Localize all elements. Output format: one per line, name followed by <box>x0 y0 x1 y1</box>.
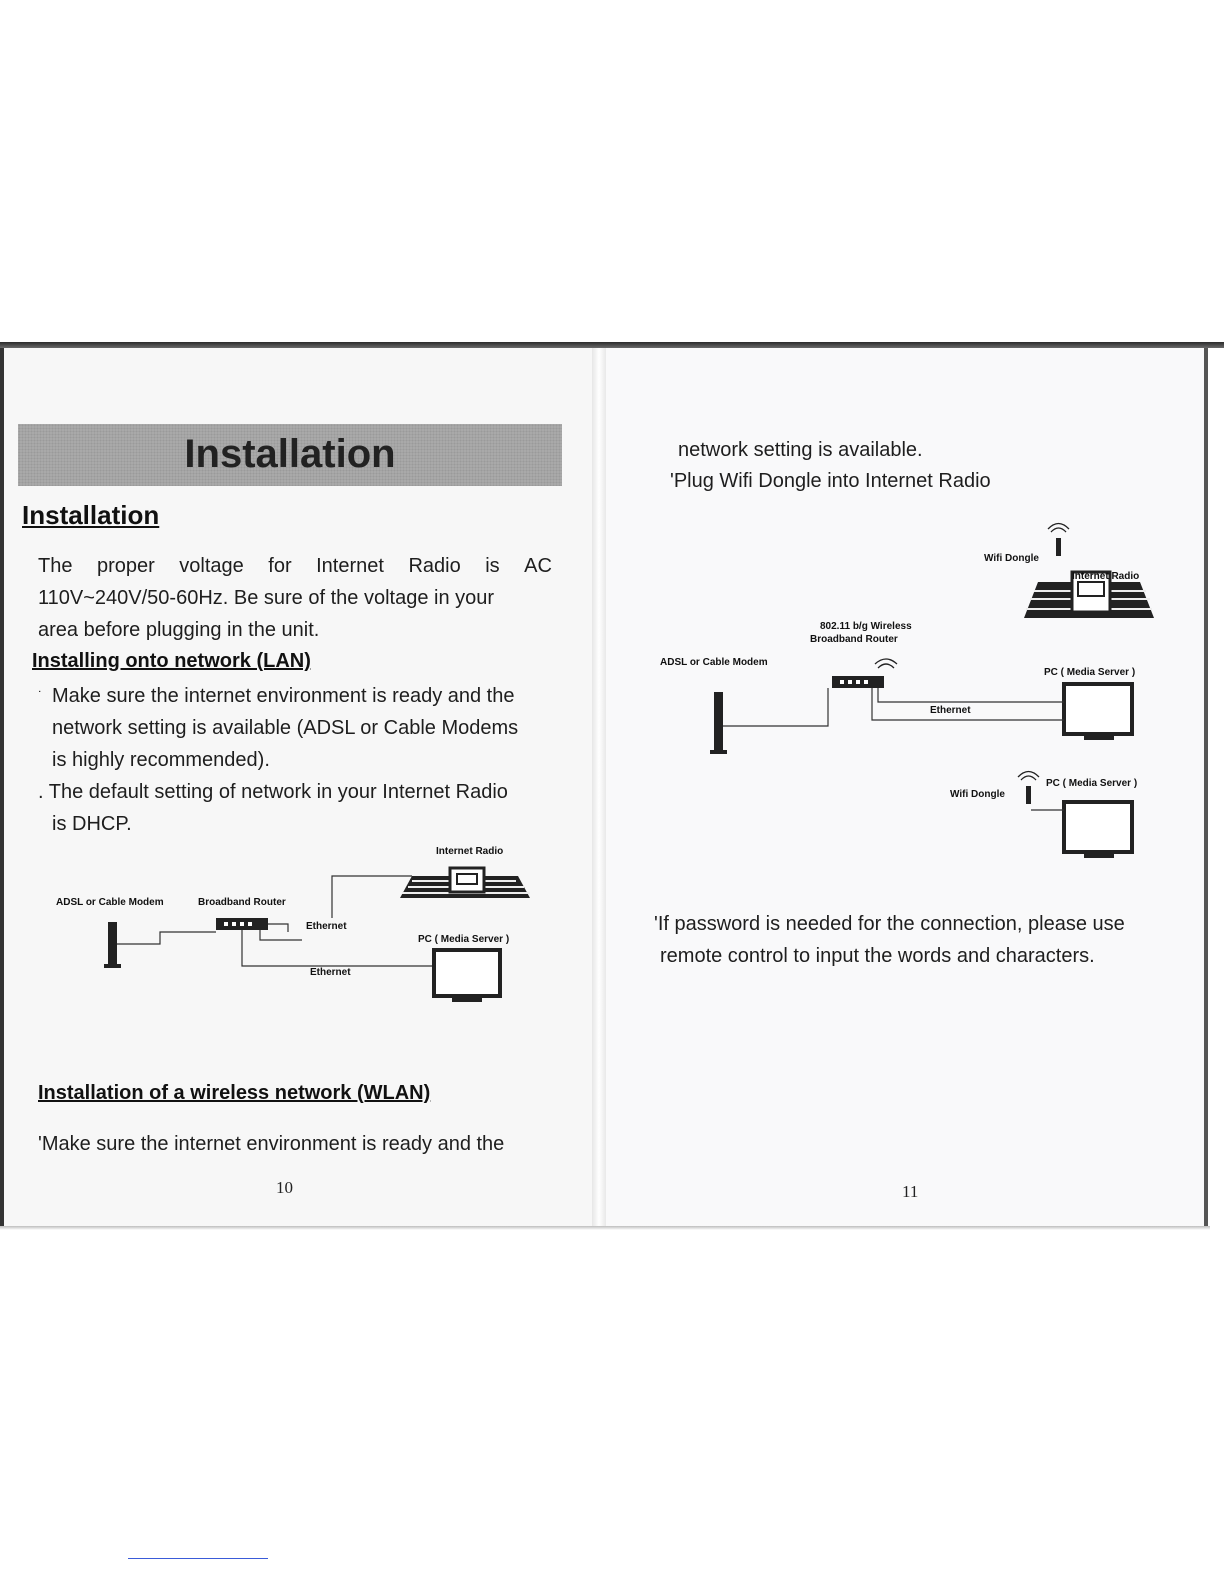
installation-banner <box>18 424 562 486</box>
modem-icon <box>104 922 121 968</box>
pc-monitor-icon <box>434 950 500 1002</box>
internet-radio-icon <box>400 868 530 898</box>
ethernet-cables <box>723 688 1064 810</box>
lan-bullet-2-line-2: is DHCP. <box>52 813 132 835</box>
wlan-internet-radio-label: Internet Radio <box>1072 571 1140 582</box>
footer-link-underline <box>128 1558 268 1559</box>
lan-ethernet-label-2: Ethernet <box>310 967 351 978</box>
pc-monitor-icon-2 <box>1064 802 1132 858</box>
intro-paragraph <box>38 550 552 646</box>
lan-bullets <box>38 680 558 840</box>
intro-word: The <box>38 555 73 577</box>
bullet-mark: ˙ <box>38 688 43 704</box>
section-title: Installation <box>22 500 160 530</box>
wlan-modem-label: ADSL or Cable Modem <box>660 657 768 668</box>
intro-word: voltage <box>179 555 244 577</box>
page-number-right: 11 <box>902 1182 919 1201</box>
wlan-line-2: network setting is available. <box>678 439 923 461</box>
wlan-pc-label-2: PC ( Media Server ) <box>1046 778 1138 789</box>
intro-word: is <box>485 555 500 577</box>
wireless-router-icon <box>832 659 897 688</box>
banner-title: Installation <box>184 432 396 476</box>
lan-bullet-1-line-2: network setting is available (ADSL or Cable Modems <box>52 717 519 739</box>
book-gutter <box>592 348 606 1230</box>
lan-bullet-2-line-1: . The default setting of network in your Internet Radio <box>38 781 508 803</box>
wlan-pc-label-1: PC ( Media Server ) <box>1044 667 1136 678</box>
lan-internet-radio-label: Internet Radio <box>436 846 504 857</box>
wifi-dongle-icon-2 <box>1018 772 1039 805</box>
modem-icon <box>710 692 727 754</box>
spread-bottom-edge <box>0 1226 1210 1230</box>
intro-word: Internet <box>316 555 384 577</box>
wlan-ethernet-label: Ethernet <box>930 705 971 716</box>
wlan-heading: Installation of a wireless network (WLAN) <box>38 1082 431 1104</box>
pc-monitor-icon-1 <box>1064 684 1132 740</box>
intro-line-2: 110V~240V/50-60Hz. Be sure of the voltage in your <box>38 587 495 609</box>
lan-pc-label: PC ( Media Server ) <box>418 934 510 945</box>
lan-bullet-1-first-line <box>38 680 558 712</box>
intro-word: AC <box>524 555 552 577</box>
lan-bullet-1-line-1: Make sure the internet environment is ready and the <box>52 685 515 707</box>
wlan-wifi-dongle-label-1: Wifi Dongle <box>984 553 1039 564</box>
lan-heading: Installing onto network (LAN) <box>32 650 311 672</box>
wlan-router-label-line-2: Broadband Router <box>810 634 898 645</box>
wifi-dongle-icon <box>1048 524 1069 557</box>
lan-network-diagram <box>40 840 560 1020</box>
intro-word: proper <box>96 555 155 577</box>
wlan-line-1: 'Make sure the internet environment is ready and the <box>38 1133 505 1155</box>
password-line-1: 'If password is needed for the connection, please use <box>654 913 1125 935</box>
lan-modem-label: ADSL or Cable Modem <box>56 897 164 908</box>
wlan-line-3: 'Plug Wifi Dongle into Internet Radio <box>670 470 991 492</box>
page-number-left: 10 <box>276 1178 293 1197</box>
intro-line-3: area before plugging in the unit. <box>38 619 320 641</box>
wlan-wifi-dongle-label-2: Wifi Dongle <box>950 789 1005 800</box>
lan-bullet-1-line-3: is highly recommended). <box>52 749 270 771</box>
ethernet-cables <box>117 876 432 966</box>
intro-line-1 <box>38 550 552 582</box>
intro-word: for <box>268 555 292 577</box>
password-line-2: remote control to input the words and characters. <box>660 945 1095 967</box>
router-icon <box>216 918 268 930</box>
lan-ethernet-label-1: Ethernet <box>306 921 347 932</box>
intro-word: Radio <box>408 555 461 577</box>
lan-router-label: Broadband Router <box>198 897 286 908</box>
wlan-router-label-line-1: 802.11 b/g Wireless <box>820 621 912 632</box>
